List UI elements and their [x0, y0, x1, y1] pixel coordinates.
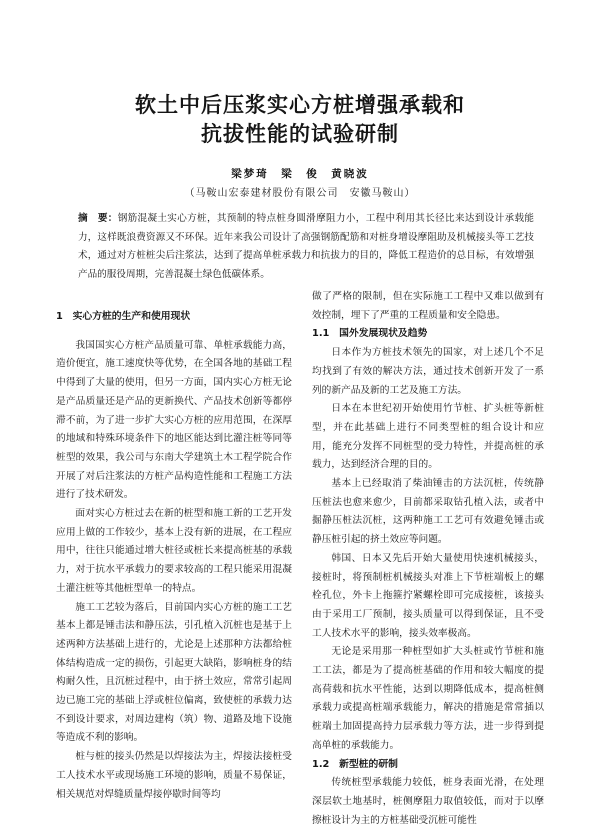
paragraph: 面对实心方桩过去在新的桩型和施工新的工艺开发应用上做的工作较少，基本上没有新的进展，在工程应用中，往往只能通过增大桩径或桩长来提高桩基的承载力，对于抗水平承载力的要求较高的工程只能采用混凝土灌注桩等其他桩型单一的特点。 [56, 508, 292, 594]
paragraph: 施工工艺较为落后，目前国内实心方桩的施工工艺基本上都是锤击法和静压法，引孔植入沉桩也是基于上述两种方法基础上进行的，尤论是上述那种方法都给桩体结构造成一定的损伤，引起更大缺陷，影响桩身的结构耐久性，且沉桩过程中，由于挤土效应，常常引起周边已施工完的基础上浮或桩位偏离，致使桩的承载力达不到设计要求，对周边建构（筑）物、道路及地下设施等造成不利的影响。 [56, 601, 292, 744]
paragraph: 我国国实心方桩产品质量可靠、单桩承载能力高，造价便宜，施工速度快等优势，在全国各地的基础工程中得到了大量的使用，但另一方面，国内实心方桩无论是产品质量还是产品的更新换代、产品技术创新等都停滞不前，为了进一步扩大实心方桩的应用范围，在深厚的地域和特殊环境条件下的地区能达到比灌注桩等同等桩型的效果，我公司与东南大学建筑土木工程学院合作开展了对后注浆法的方桩产品构造性能和工程施工方法进行了技术研发。 [56, 339, 292, 501]
paragraph: 传统桩型承载能力较低，桩身表面光滑，在处理深层软土地基时，桩侧摩阻力取值较低，而对于以摩擦桩设计为主的方桩基础受沉桩可能性 [312, 777, 544, 826]
paper-title-line-1: 软土中后压浆实心方桩增强承载和 [135, 93, 465, 117]
paragraph: 韩国、日本又先后开始大量使用快速机械接头，接桩时，将预制桩机械接头对准上下节桩端板上的螺栓孔位，外卡上拖箍拧紧螺栓即可完成接桩，该接头由于采用工厂预制，接头质量可以得到保证，且不受工人技术水平的影响，接头效率极高。 [312, 552, 544, 639]
section-heading-1: 1 实心方桩的生产和使用现状 [56, 311, 191, 322]
section-heading-1-1: 1.1 国外发展现状及趋势 [312, 328, 428, 340]
paper-title-line-2: 抗拔性能的试验研制 [201, 122, 399, 146]
paragraph: 无论是采用那一种桩型如扩大头桩或竹节桩和施工工法，都是为了提高桩基础的作用和较大幅度的提高荷载和抗水平性能，达到以期降低成本，提高桩侧承载力或提高桩端承载能力，解决的措施是常常插以桩端土加固提高持力层承载力等方法，进一步得到提高单桩的承载能力。 [312, 646, 544, 751]
left-column [56, 308, 292, 804]
abstract-text: 钢筋混凝土实心方桩，其预制的特点桩身圆滑摩阻力小，工程中利用其长径比来达到设计承载能力，这样既浪费资源又不环保。近年来我公司设计了高强钢筋配筋和对桩身增设摩阻助及机械接头等工艺技术，通过对方桩桩尖后注浆法，达到了提高单桩承载力和抗拔力的目的，降低工程造价的总目标，有效增强产品的服役周期，完善混凝土绿色低碳体系。 [78, 213, 535, 280]
section-heading-1-2: 1.2 新型桩的研制 [312, 758, 398, 770]
paragraph: 桩与桩的接头仍然是以焊接法为主，焊接法接桩受工人技术水平或现场施工环境的影响，质量不易保证，相关规范对焊缝质量焊接停歇时间等均 [56, 751, 292, 800]
abstract-label: 摘 要： [78, 213, 118, 224]
author-affiliation: （马鞍山宏泰建材股份有限公司 安徽马鞍山） [184, 188, 416, 199]
paragraph: 日本在本世纪初开始使用竹节桩、扩头桩等新桩型，并在此基础上进行不同类型桩的组合设计和应用，能充分发挥不同桩型的受力特性，并提高桩的承载力，达到经济合理的目的。 [312, 403, 544, 471]
paragraph: 日本作为方桩技术领先的国家，对上述几个不足均找到了有效的解决方法，通过技术创新开发了一系列的新产品及新的工艺及施工方法。 [312, 347, 544, 396]
right-column [312, 288, 544, 830]
paragraph: 基本上已经取消了柴油锤击的方法沉桩，传统静压桩法也愈来愈少，目前都采取钻孔植入法，或者中掘静压桩法沉桩，这两种施工工艺可有效避免锤击或静压桩引起的挤土效应等问题。 [312, 478, 544, 546]
author-list: 梁梦琦 梁 俊 黄晓波 [231, 168, 369, 180]
abstract [78, 210, 534, 284]
paragraph-continued: 做了严格的限制，但在实际施工工程中又难以做到有效控制，埋下了严重的工程质量和安全隐患。 [312, 291, 544, 321]
